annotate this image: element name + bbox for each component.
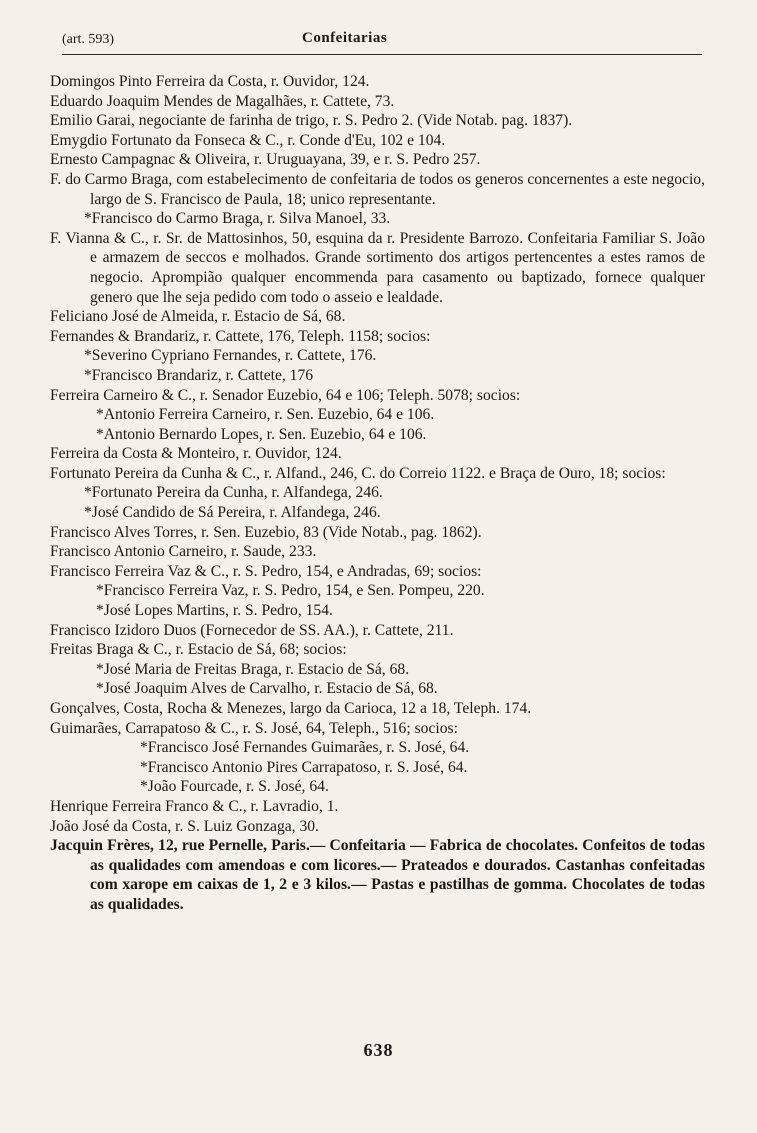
- section-title: Confeitarias: [302, 30, 388, 46]
- directory-entry: *João Fourcade, r. S. José, 64.: [140, 778, 329, 796]
- directory-entry: F. Vianna & C., r. Sr. de Mattosinhos, 50, esquina da r. Presidente Barrozo. Confeitaria Familiar S. João e armazem de seccos e molhados. Grande sortimento dos artigos pertencentes a estes ramos de negocio. Aprompião qualquer encommenda para casamento ou baptizado, fornece qualquer genero que lhe seja pedido com todo o asseio e lealdade.: [50, 229, 705, 306]
- directory-entry: Fortunato Pereira da Cunha & C., r. Alfand., 246, C. do Correio 1122. e Braça de Ouro, 18; socios:: [50, 464, 666, 482]
- page-header: [62, 30, 702, 55]
- directory-entry: *Severino Cypriano Fernandes, r. Cattete, 176.: [84, 347, 377, 365]
- directory-entry: Freitas Braga & C., r. Estacio de Sá, 68; socios:: [50, 641, 347, 659]
- directory-entry: Feliciano José de Almeida, r. Estacio de Sá, 68.: [50, 308, 346, 326]
- directory-entry: *Francisco do Carmo Braga, r. Silva Manoel, 33.: [84, 210, 391, 228]
- directory-entry: Gonçalves, Costa, Rocha & Menezes, largo da Carioca, 12 a 18, Teleph. 174.: [50, 700, 532, 717]
- directory-entry: Domingos Pinto Ferreira da Costa, r. Ouvidor, 124.: [50, 73, 370, 90]
- directory-entry: Ernesto Campagnac & Oliveira, r. Uruguayana, 39, e r. S. Pedro 257.: [50, 151, 481, 169]
- directory-entry: *José Candido de Sá Pereira, r. Alfandega, 246.: [84, 504, 381, 522]
- directory-entry: Eduardo Joaquim Mendes de Magalhães, r. Cattete, 73.: [50, 92, 395, 110]
- directory-entries: [50, 72, 705, 915]
- directory-entry: Fernandes & Brandariz, r. Cattete, 176, Teleph. 1158; socios:: [50, 327, 431, 345]
- directory-entry: Ferreira Carneiro & C., r. Senador Euzebio, 64 e 106; Teleph. 5078; socios:: [50, 386, 521, 404]
- directory-entry: *José Lopes Martins, r. S. Pedro, 154.: [96, 602, 333, 620]
- directory-entry: Francisco Antonio Carneiro, r. Saude, 233.: [50, 543, 317, 561]
- directory-entry: *Francisco Brandariz, r. Cattete, 176: [84, 366, 314, 384]
- directory-entry: *Francisco Ferreira Vaz, r. S. Pedro, 154, e Sen. Pompeu, 220.: [96, 582, 485, 600]
- directory-entry: Guimarães, Carrapatoso & C., r. S. José, 64, Teleph., 516; socios:: [50, 719, 458, 737]
- directory-entry: F. do Carmo Braga, com estabelecimento de confeitaria de todos os generos concernentes a este negocio, largo de S. Francisco de Paula, 18; unico representante.: [50, 170, 705, 208]
- directory-entry: Henrique Ferreira Franco & C., r. Lavradio, 1.: [50, 797, 339, 815]
- directory-entry: Jacquin Frères, 12, rue Pernelle, Paris.— Confeitaria — Fabrica de chocolates. Confeitos de todas as qualidades com amendoas e com licores.— Prateados e dourados. Castanhas confeitadas com xarope em caixas de 1, 2 e 3 kilos.— Pastas e pastilhas de gomma. Chocolates de todas as qualidades.: [50, 837, 705, 913]
- directory-entry: Emygdio Fortunato da Fonseca & C., r. Conde d'Eu, 102 e 104.: [50, 131, 446, 149]
- directory-entry: *Francisco José Fernandes Guimarães, r. S. José, 64.: [140, 739, 470, 757]
- directory-entry: Emilio Garai, negociante de farinha de trigo, r. S. Pedro 2. (Vide Notab. pag. 1837).: [50, 112, 573, 130]
- directory-entry: *Fortunato Pereira da Cunha, r. Alfandega, 246.: [84, 484, 383, 502]
- directory-entry: *José Joaquim Alves de Carvalho, r. Estacio de Sá, 68.: [96, 680, 438, 698]
- article-number: (art. 593): [62, 32, 115, 47]
- directory-entry: *Antonio Bernardo Lopes, r. Sen. Euzebio, 64 e 106.: [96, 425, 427, 443]
- directory-entry: Francisco Izidoro Duos (Fornecedor de SS. AA.), r. Cattete, 211.: [50, 621, 454, 639]
- page-number: 638: [363, 1040, 394, 1060]
- directory-entry: *Francisco Antonio Pires Carrapatoso, r. S. José, 64.: [140, 758, 468, 776]
- directory-entry: Francisco Alves Torres, r. Sen. Euzebio, 83 (Vide Notab., pag. 1862).: [50, 523, 482, 541]
- directory-entry: *Antonio Ferreira Carneiro, r. Sen. Euzebio, 64 e 106.: [96, 406, 435, 424]
- directory-entry: João José da Costa, r. S. Luiz Gonzaga, 30.: [50, 817, 319, 835]
- directory-entry: Ferreira da Costa & Monteiro, r. Ouvidor, 124.: [50, 445, 342, 463]
- directory-entry: *José Maria de Freitas Braga, r. Estacio de Sá, 68.: [96, 660, 410, 678]
- directory-entry: Francisco Ferreira Vaz & C., r. S. Pedro, 154, e Andradas, 69; socios:: [50, 562, 482, 580]
